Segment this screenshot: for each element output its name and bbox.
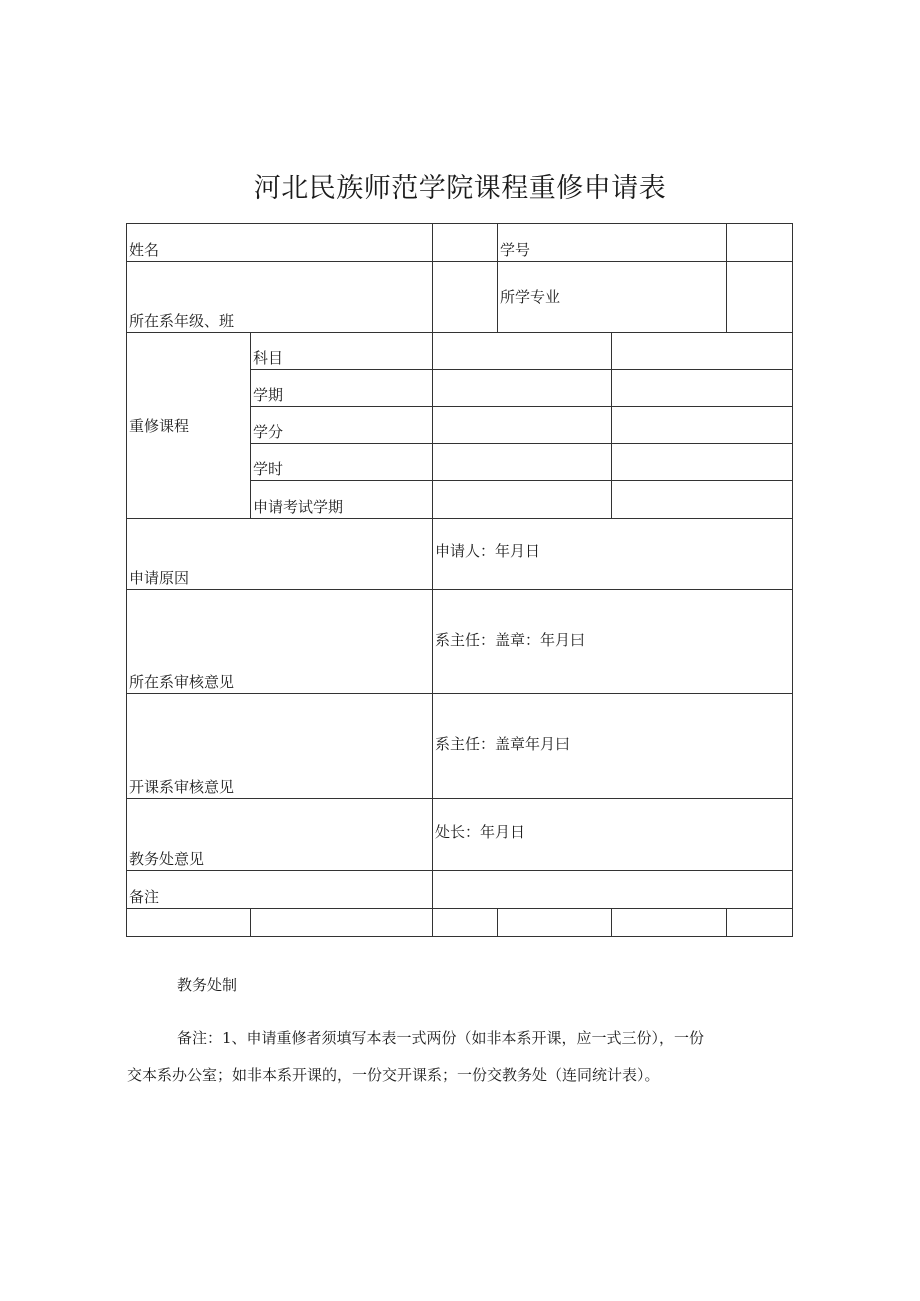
exam-term-label-cell [250,480,433,519]
bottom-empty-cell-2 [250,908,433,937]
dept-review-input-cell[interactable] [432,589,793,694]
name-input-cell[interactable] [432,223,498,262]
major-input-cell[interactable] [726,261,793,333]
academic-office-input-cell[interactable] [432,798,793,871]
remarks-label-cell [126,870,433,909]
course-subject-label-cell [250,332,433,370]
remarks-label: 备注 [129,888,160,906]
name-label: 姓名 [129,241,160,259]
offering-review-signature-line: 系主任：盖章年月曰 [435,735,571,753]
retake-application-form [127,224,793,937]
dept-review-signature-line: 系主任：盖章：年月曰 [435,630,586,649]
remarks-note-line-1: 备注：1、申请重修者须填写本表一式两份（如非本系开课，应一式三份），一份 [177,1029,705,1047]
bottom-empty-cell-1 [126,908,251,937]
page-title: 河北民族师范学院课程重修申请表 [253,173,667,204]
course-subject-input-1[interactable] [432,332,612,370]
offering-review-label: 开课系审核意见 [129,778,235,796]
course-credit-input-1[interactable] [432,406,612,444]
exam-term-label: 申请考试学期 [253,498,344,516]
remarks-note-line-2: 交本系办公室；如非本系开课的，一份交开课系；一份交教务处（连同统计表）。 [127,1066,660,1084]
dept-class-input-cell[interactable] [432,261,498,333]
reason-input-cell[interactable] [432,518,793,590]
major-label-cell [497,261,727,333]
dept-class-label: 所在系年级、班 [129,312,235,330]
retake-course-label: 重修课程 [129,416,190,435]
reason-label-cell [126,518,433,590]
applicant-signature-line: 申请人：年月日 [435,542,541,560]
dept-class-label-cell [126,261,433,333]
academic-office-signature-line: 处长：年月日 [435,822,526,841]
course-hours-label-cell [250,443,433,481]
dept-review-label: 所在系审核意见 [129,673,235,691]
course-term-label: 学期 [253,386,284,404]
academic-office-label: 教务处意见 [129,850,205,868]
student-id-label-cell [497,223,727,262]
course-credit-label-cell [250,406,433,444]
reason-label: 申请原因 [129,569,190,587]
retake-course-label-cell [126,332,251,519]
bottom-empty-cell-4 [497,908,612,937]
course-hours-input-1[interactable] [432,443,612,481]
name-label-cell [126,223,433,262]
offering-review-input-cell[interactable] [432,693,793,799]
course-term-input-2[interactable] [611,369,793,407]
course-hours-label: 学时 [253,460,284,478]
course-subject-label: 科目 [253,349,284,367]
bottom-empty-cell-5 [611,908,727,937]
course-credit-input-2[interactable] [611,406,793,444]
dept-review-label-cell [126,589,433,694]
bottom-empty-cell-3 [432,908,498,937]
course-term-input-1[interactable] [432,369,612,407]
exam-term-input-1[interactable] [432,480,612,519]
student-id-label: 学号 [500,241,531,259]
bottom-empty-cell-6 [726,908,793,937]
course-hours-input-2[interactable] [611,443,793,481]
exam-term-input-2[interactable] [611,480,793,519]
offering-review-label-cell [126,693,433,799]
course-credit-label: 学分 [253,423,284,441]
course-term-label-cell [250,369,433,407]
academic-office-label-cell [126,798,433,871]
major-label: 所学专业 [500,288,561,306]
remarks-input-cell[interactable] [432,870,793,909]
issuer-note: 教务处制 [177,976,238,994]
course-subject-input-2[interactable] [611,332,793,370]
student-id-input-cell[interactable] [726,223,793,262]
